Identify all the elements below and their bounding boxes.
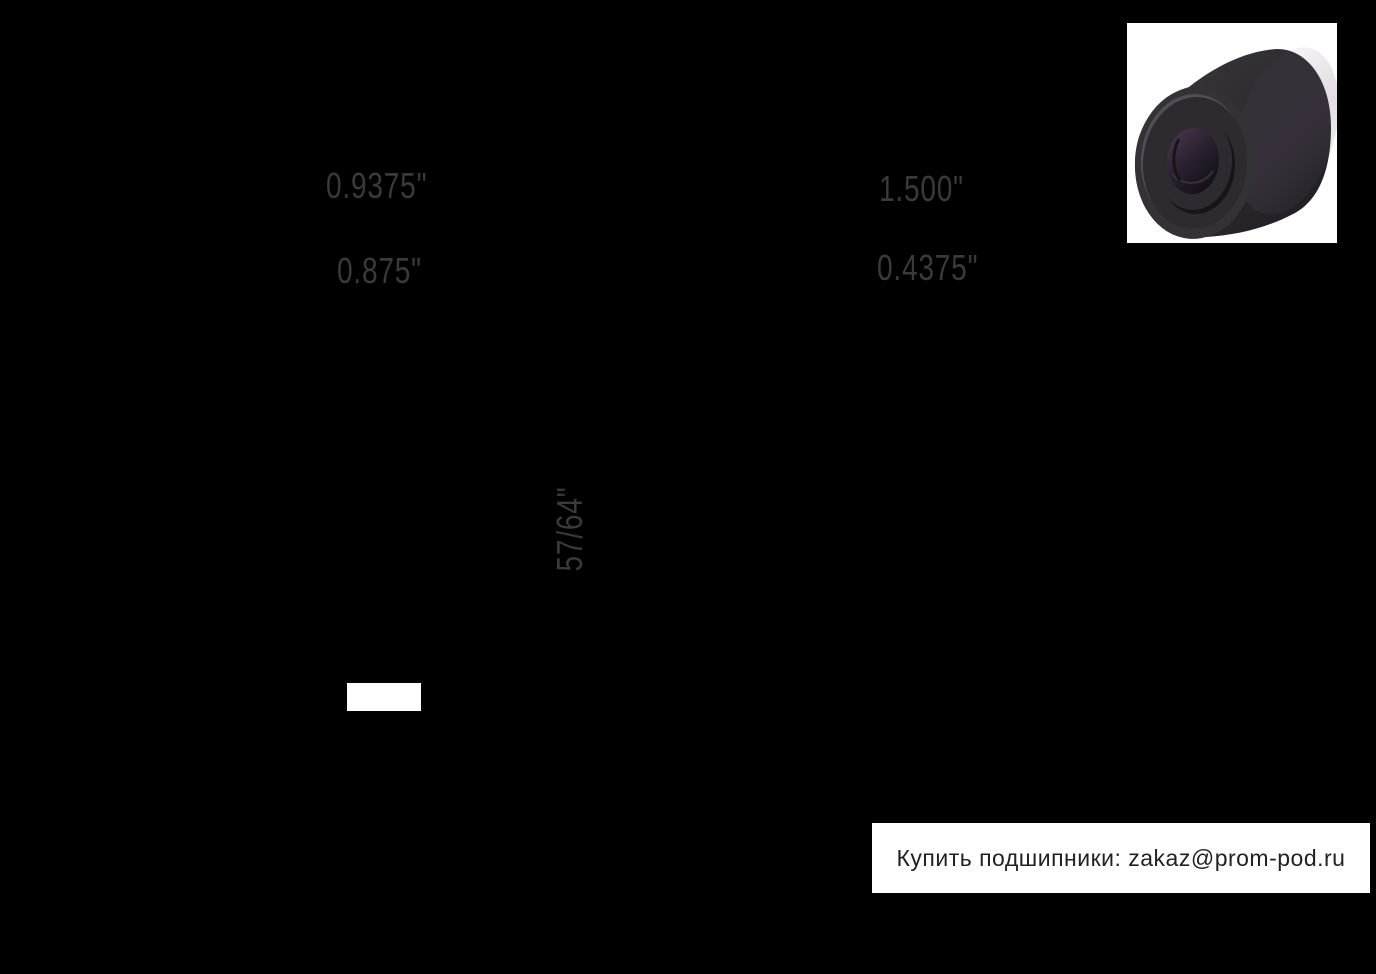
contact-banner-text: Купить подшипники: zakaz@prom-pod.ru xyxy=(896,844,1346,871)
dimension-label-outer-diameter: 1.500" xyxy=(879,168,964,209)
highlight-rectangle xyxy=(347,683,421,711)
contact-banner xyxy=(872,823,1370,893)
dimension-label-inner-ring-width: 0.875" xyxy=(337,250,422,291)
dimension-label-roller-width: 0.9375" xyxy=(326,165,428,206)
dimension-label-vertical: 57/64" xyxy=(549,486,590,572)
bearing-render-icon xyxy=(1127,23,1337,243)
product-photo xyxy=(1127,23,1337,243)
dimension-label-bore-diameter: 0.4375" xyxy=(877,247,979,288)
